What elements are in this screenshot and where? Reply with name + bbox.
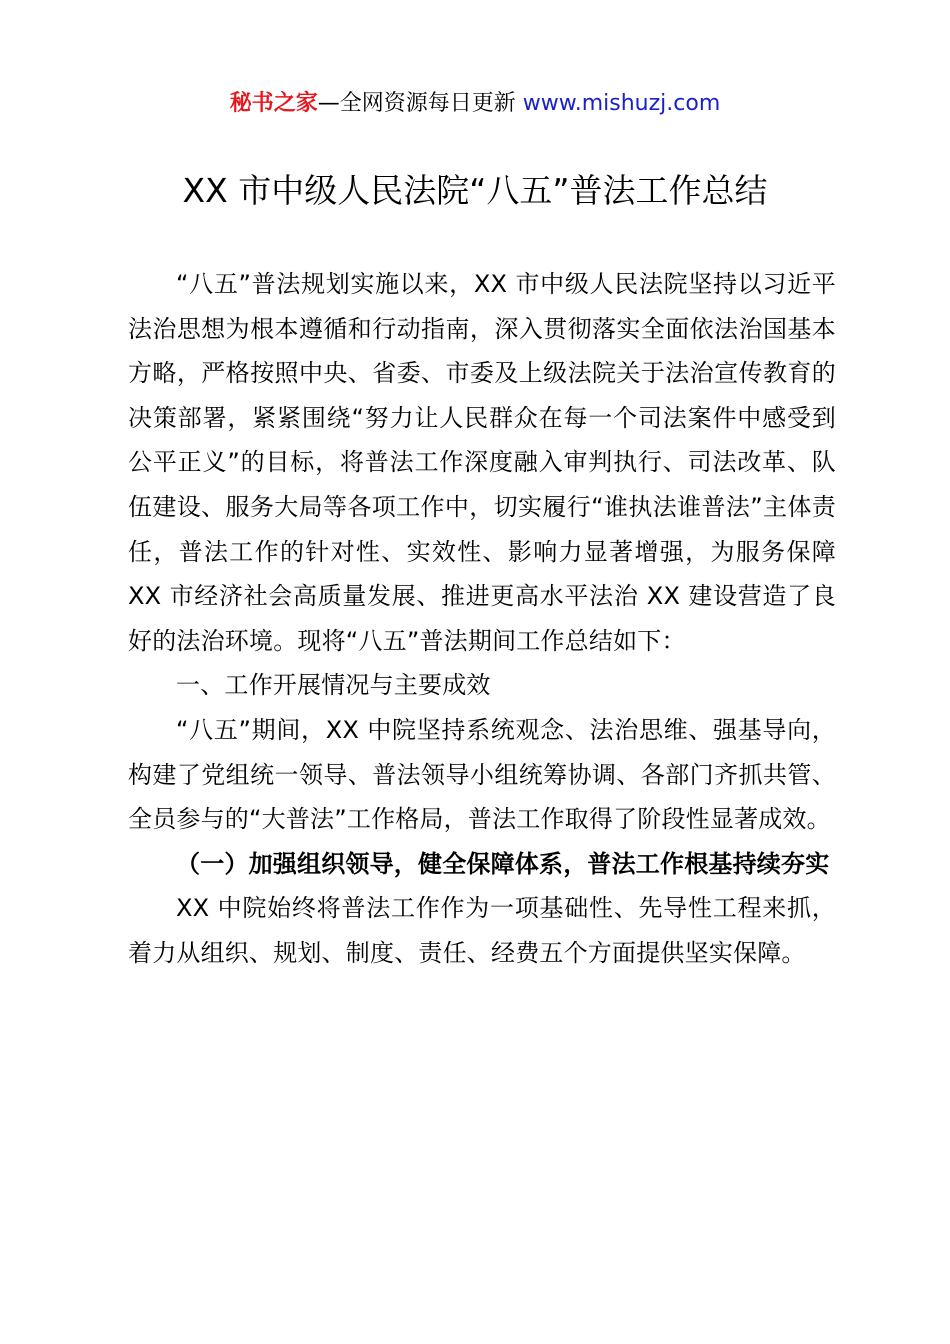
document-title: XX 市中级人民法院“八五”普法工作总结: [182, 171, 768, 210]
site-url-link[interactable]: www.mishuzj.com: [522, 91, 721, 116]
subsection-1-paragraph: XX 中院始终将普法工作作为一项基础性、先导性工程来抓，着力从组织、规划、制度、责任、经费五个方面提供坚实保障。: [128, 894, 836, 967]
site-header: [0, 86, 950, 122]
section-heading-1: 一、工作开展情况与主要成效: [176, 671, 491, 700]
brand-name: 秘书之家: [229, 91, 318, 116]
intro-paragraph: “八五”普法规划实施以来，XX 市中级人民法院坚持以习近平法治思想为根本遵循和行动指南，深入贯彻落实全面依法治国基本方略，严格按照中央、省委、市委及上级法院关于法治宣传教育的决策部署，紧紧围绕“努力让人民群众在每一个司法案件中感受到公平正义”的目标，将普法工作深度融入审判执行、司法改革、队伍建设、服务大局等各项工作中，切实履行“谁执法谁普法”主体责任，普法工作的针对性、实效性、影响力显著增强，为服务保障 XX 市经济社会高质量发展、推进更高水平法治 XX 建设营造了良好的法治环境。现将“八五”普法期间工作总结如下：: [128, 270, 836, 655]
document-body: [128, 262, 836, 976]
section-1-paragraph: “八五”期间，XX 中院坚持系统观念、法治思维、强基导向，构建了党组统一领导、普法领导小组统筹协调、各部门齐抓共管、全员参与的“大普法”工作格局，普法工作取得了阶段性显著成效。: [128, 715, 836, 834]
header-tagline: —全网资源每日更新: [317, 91, 523, 116]
subsection-heading-1: （一）加强组织领导，健全保障体系，普法工作根基持续夯实: [176, 849, 830, 878]
